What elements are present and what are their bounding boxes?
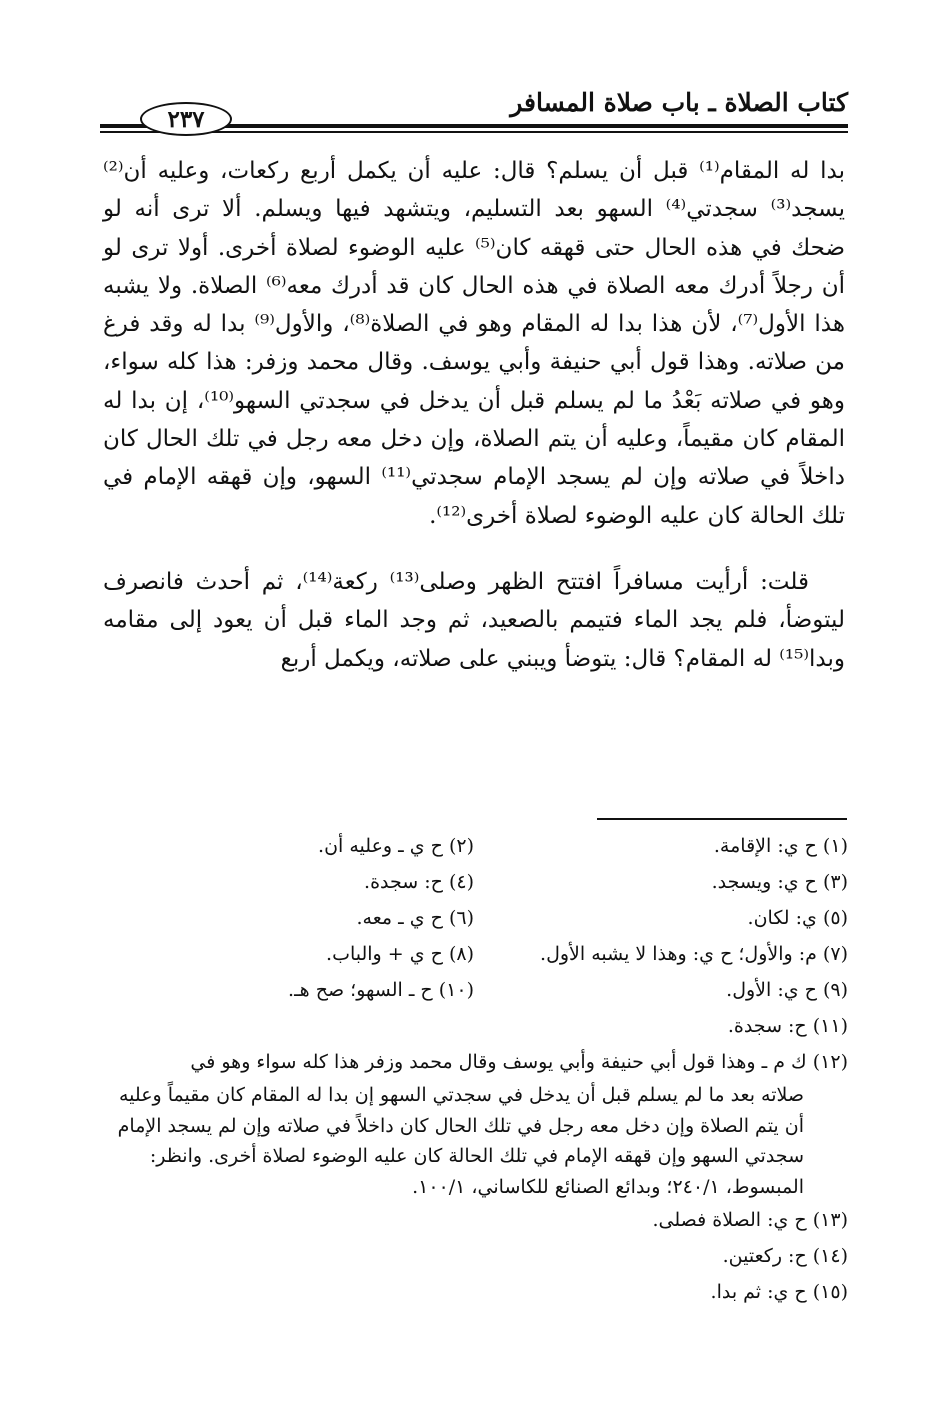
page-header bbox=[100, 80, 848, 132]
footnote-7: (٧) م: والأول؛ ح ي: وهذا لا يشبه الأول. bbox=[540, 943, 848, 965]
footnote-13: (١٣) ح ي: الصلاة فصلى. bbox=[652, 1209, 848, 1231]
main-text bbox=[103, 152, 845, 678]
footnote-1: (١) ح ي: الإقامة. bbox=[713, 835, 848, 857]
footnote-4: (٤) ح: سجدة. bbox=[364, 871, 474, 893]
footnote-6: (٦) ح ي ـ معه. bbox=[356, 907, 474, 929]
paragraph-2: قلت: أرأيت مسافراً افتتح الظهر وصلى⁽¹³⁾ ركعة⁽¹⁴⁾، ثم أحدث فانصرف ليتوضأ، فلم يجد الماء فتيمم بالصعيد، ثم وجد الماء قبل أن يعود إلى مقامه وبدا⁽¹⁵⁾ له المقام؟ قال: يتوضأ ويبني على صلاته، ويكمل أربع bbox=[103, 568, 845, 672]
footnote-9: (٩) ح ي: الأول. bbox=[726, 979, 848, 1001]
footnote-12-continuation: صلاته بعد ما لم يسلم قبل أن يدخل في سجدتي السهو إن بدا له المقام كان مقيماً وعليه أن يتم الصلاة وإن دخل معه رجل في تلك الحال كان داخلاً في صلاته وإن لم يسجد الإمام سجدتي السهو وإن قهقه الإمام في تلك الحالة كان عليه الوضوء لصلاة أخرى. وانظر: المبسوط، ٢٤٠/١؛ وبدائع الصنائع للكاساني، ١٠٠/١. bbox=[117, 1084, 804, 1198]
running-title: كتاب الصلاة ـ باب صلاة المسافر bbox=[510, 88, 848, 117]
footnote-14: (١٤) ح: ركعتين. bbox=[722, 1245, 848, 1267]
footnote-11: (١١) ح: سجدة. bbox=[727, 1015, 848, 1037]
paragraph-1: بدا له المقام⁽¹⁾ قبل أن يسلم؟ قال: عليه أن يكمل أربع ركعات، وعليه أن⁽²⁾ يسجد⁽³⁾ سجدتي⁽⁴⁾ السهو بعد التسليم، ويتشهد فيها ويسلم. ألا ترى أنه لو ضحك في هذه الحال حتى قهقه كان⁽⁵⁾ عليه الوضوء لصلاة أخرى. أولا ترى لو أن رجلاً أدرك معه الصلاة في هذه الحال كان قد أدرك معه⁽⁶⁾ الصلاة. ولا يشبه هذا الأول⁽⁷⁾، لأن هذا بدا له المقام وهو في الصلاة⁽⁸⁾، والأول⁽⁹⁾ بدا له وقد فرغ من صلاته. وهذا قول أبي حنيفة وأبي يوسف. وقال محمد وزفر: هذا كله سواء، وهو في صلاته بَعْدُ ما لم يسلم قبل أن يدخل في سجدتي السهو⁽¹⁰⁾، إن بدا له المقام كان مقيماً، وعليه أن يتم الصلاة، وإن دخل معه رجل في تلك الحال كان داخلاً في صلاته وإن لم يسجد الإمام سجدتي⁽¹¹⁾ السهو، وإن قهقه الإمام في تلك الحالة كان عليه الوضوء لصلاة أخرى⁽¹²⁾. bbox=[103, 158, 845, 529]
footnote-8: (٨) ح ي + والباب. bbox=[326, 943, 474, 965]
footnote-row bbox=[100, 900, 848, 936]
footnote-12 bbox=[100, 1044, 848, 1202]
footnotes bbox=[100, 828, 848, 1310]
footnote-row bbox=[100, 828, 848, 864]
footnote-15: (١٥) ح ي: ثم بدا. bbox=[710, 1281, 848, 1303]
footnote-row bbox=[100, 936, 848, 972]
footnote-row bbox=[100, 864, 848, 900]
footnote-3: (٣) ح ي: ويسجد. bbox=[711, 871, 848, 893]
footnote-2: (٢) ح ي ـ وعليه أن. bbox=[318, 835, 474, 857]
footnote-5: (٥) ي: لكان. bbox=[747, 907, 848, 929]
footnote-row bbox=[100, 972, 848, 1008]
footnote-12-first-line: (١٢) ك م ـ وهذا قول أبي حنيفة وأبي يوسف وقال محمد وزفر هذا كله سواء وهو في bbox=[190, 1051, 848, 1073]
footnote-10: (١٠) ح ـ السهو؛ صح هـ. bbox=[288, 979, 474, 1001]
page-number: ٢٣٧ bbox=[140, 102, 232, 136]
footnote-separator bbox=[597, 818, 847, 820]
